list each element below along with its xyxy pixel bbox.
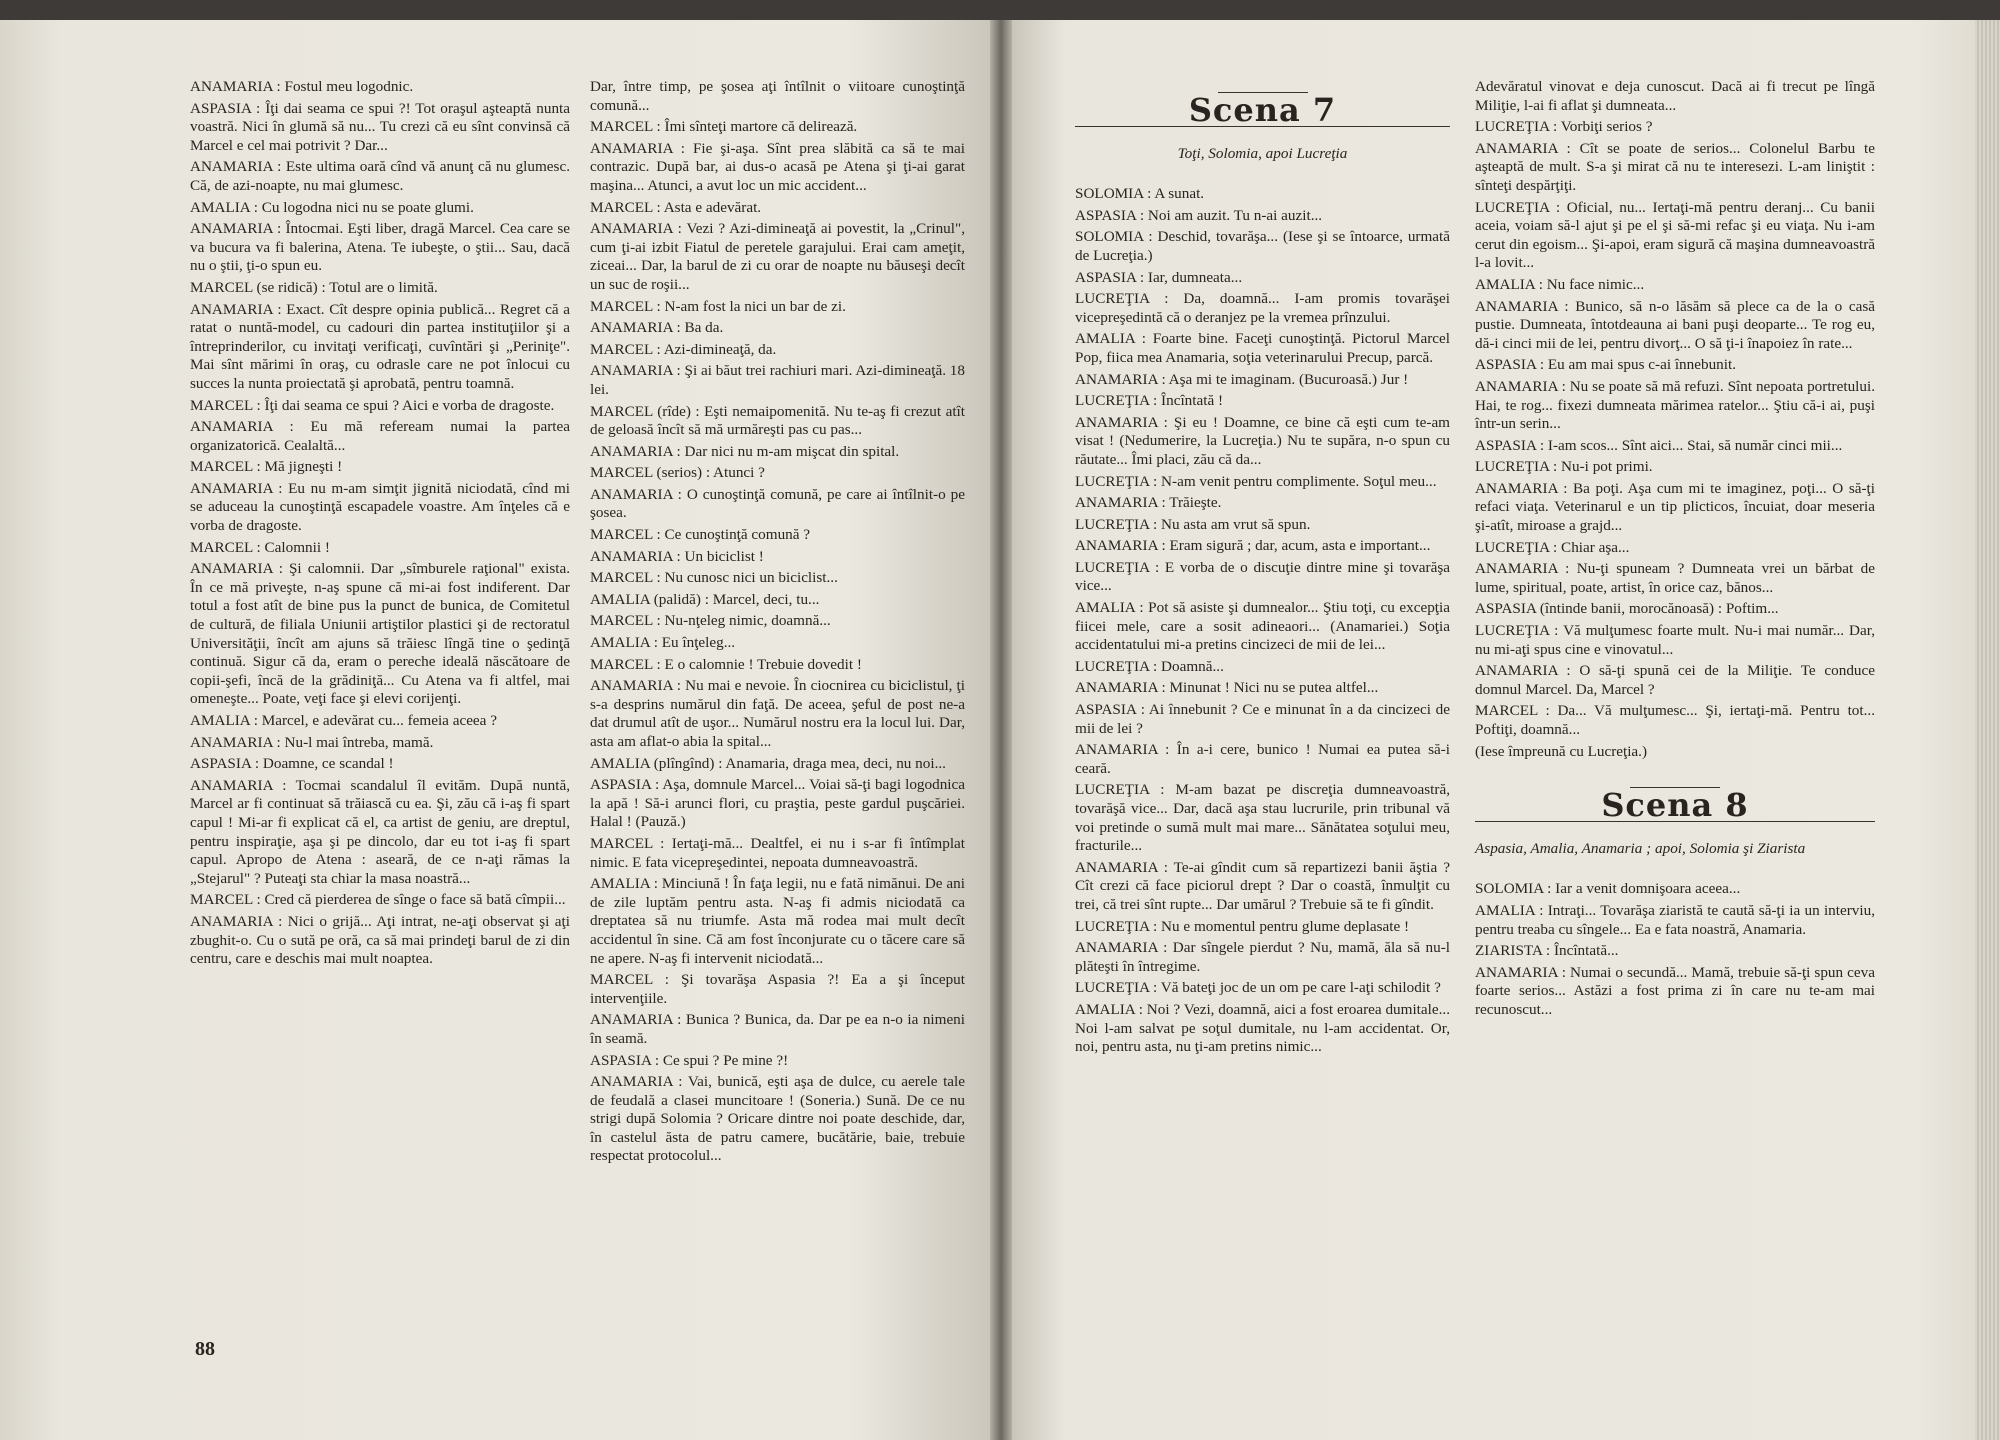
dialogue-line: Dar, între timp, pe şosea aţi întîlnit o viitoare cunoştinţă comună... <box>590 78 965 114</box>
dialogue-line: ANAMARIA : Întocmai. Eşti liber, dragă Marcel. Cea care se va bucura va fi balerina, Atena. Te iubeşte, o ştii... Sau, dacă nu o ştii, ţi-o spun eu. <box>190 220 570 275</box>
dialogue-line: AMALIA (plîngînd) : Anamaria, draga mea, deci, nu noi... <box>590 754 946 772</box>
dialogue-line: MARCEL : Azi-dimineaţă, da. <box>590 340 777 358</box>
dialogue-line: ANAMARIA : Fie şi-aşa. Sînt prea slăbită ca să te mai contrazic. După bar, ai dus-o acasă pe Atena şi ţi-ai garat maşina... Atunci, a avut loc un mic accident... <box>590 139 965 194</box>
dialogue-line: AMALIA : Intraţi... Tovarăşa ziaristă te caută să-ţi ia un interviu, pentru treaba cu sîngele... Ea e fata noastră, Anamaria. <box>1475 901 1875 938</box>
dialogue-line: AMALIA : Marcel, e adevărat cu... femeia aceea ? <box>190 712 497 729</box>
dialogue-line: LUCREŢIA : Nu asta am vrut să spun. <box>1075 515 1311 533</box>
dialogue-line: ANAMARIA : Eram sigură ; dar, acum, asta e important... <box>1075 537 1431 555</box>
dialogue-line: ANAMARIA : Un biciclist ! <box>590 547 764 565</box>
right-column-2 <box>1475 78 1875 1023</box>
dialogue-line: MARCEL : Nu-nţeleg nimic, doamnă... <box>590 612 831 630</box>
dialogue-line: ANAMARIA : Eu nu m-am simţit jignită niciodată, cînd mi se aduceau la cunoştinţă escapadele voastre. Am înţeles că e vorba de dragoste. <box>190 479 570 535</box>
dialogue-line: SOLOMIA : A sunat. <box>1075 185 1205 203</box>
dialogue-line: ANAMARIA : Trăieşte. <box>1075 494 1222 512</box>
dialogue-line: AMALIA : Noi ? Vezi, doamnă, aici a fost eroarea dumitale... Noi l-am salvat pe soţul dumitale, nu l-am accidentat. Or, noi, pentru asta, nu ţi-am pretins nimic... <box>1075 1000 1450 1056</box>
dialogue-line: MARCEL : Mă jigneşti ! <box>190 458 343 476</box>
dialogue-line: AMALIA : Foarte bine. Faceţi cunoştinţă. Pictorul Marcel Pop, fiica mea Anamaria, soţia veterinarului Precup, parcă. <box>1075 330 1450 366</box>
dialogue-line: ASPASIA : Îţi dai seama ce spui ?! Tot oraşul aşteaptă nunta voastră. Nici în glumă să nu... Tu crezi că eu sînt convinsă că Marcel e cel mai potrivit ? Dar... <box>190 99 570 154</box>
scene-8-dialogue <box>1475 880 1875 1019</box>
dialogue-line: ANAMARIA : Exact. Cît despre opinia publică... Regret că a ratat o nuntă-model, cu cadouri din partea instituţiilor şi a întreprinderilor, cu invitaţi verificaţi, cuvîntări şi „Periniţe". Mai sînt mărimi în oraş, cu odrasle care ne pot înlocui cu succes la nunta proiectată şi aprobată, pentru toamnă. <box>190 300 570 392</box>
dialogue-line: ASPASIA : Noi am auzit. Tu n-ai auzit... <box>1075 206 1323 224</box>
dialogue-line: LUCREŢIA : Încîntată ! <box>1075 392 1224 410</box>
dialogue-line: MARCEL : Şi tovarăşa Aspasia ?! Ea a şi început intervenţiile. <box>590 971 965 1007</box>
dialogue-line: ASPASIA : Ce spui ? Pe mine ?! <box>590 1051 789 1069</box>
dialogue-line: SOLOMIA : Iar a venit domnişoara aceea... <box>1475 880 1741 898</box>
dialogue-line: MARCEL : Iertaţi-mă... Dealtfel, ei nu i s-ar fi întîmplat nimic. E fata vicepreşedintei, nepoata dumneavoastră. <box>590 834 965 871</box>
dialogue-line: AMALIA : Minciună ! În faţa legii, nu e fată nimănui. De ani de zile luptăm pentru asta. N-aş fi admis niciodată ca dreptatea să nu triumfe. Asta mă rodea mai mult decît accidentul în sine. Că am fost înconjurate cu o tăcere care să ne apere. N-aş fi intervenit niciodată... <box>590 875 965 967</box>
dialogue-line: MARCEL : Îţi dai seama ce spui ? Aici e vorba de dragoste. <box>190 396 555 414</box>
dialogue-line: LUCREŢIA : Nu e momentul pentru glume deplasate ! <box>1075 917 1410 935</box>
dialogue-line: AMALIA : Eu înţeleg... <box>590 634 736 652</box>
scene-7-cast: Toţi, Solomia, apoi Lucreţia <box>1177 144 1348 162</box>
dialogue-line: ANAMARIA : Este ultima oară cînd vă anunţ că nu glumesc. Că, de azi-noapte, nu mai glumesc. <box>190 158 570 194</box>
dialogue-line: MARCEL : Îmi sînteţi martore că delirează. <box>590 118 858 136</box>
dialogue-line: (Iese împreună cu Lucreţia.) <box>1475 742 1648 760</box>
dialogue-line: ASPASIA : Aşa, domnule Marcel... Voiai să-ţi bagi logodnica la apă ! Să-i arunci flori, cu praştia, peste gardul puşcăriei. Halal ! (Pauză.) <box>590 776 965 831</box>
dialogue-line: ANAMARIA : Ba poţi. Aşa cum mi te imaginez, poţi... O să-ţi refaci viaţa. Veterinarul e un tip plicticos, încuiat, doar meseria şi-atît, miroase a grajd... <box>1475 479 1875 535</box>
scene-8-title: Scena 8 <box>1601 786 1749 825</box>
dialogue-line: AMALIA (palidă) : Marcel, deci, tu... <box>590 590 820 608</box>
dialogue-line: Adevăratul vinovat e deja cunoscut. Dacă ai fi trecut pe lîngă Miliţie, l-ai fi aflat şi dumneata... <box>1475 78 1875 114</box>
dialogue-line: ANAMARIA : Nu-l mai întreba, mamă. <box>190 733 434 751</box>
dialogue-line: ANAMARIA : Numai o secundă... Mamă, trebuie să-ţi spun ceva foarte serios... Astăzi a fost prima zi în care nu te-am mai recunoscut... <box>1475 963 1875 1018</box>
dialogue-line: ANAMARIA : Dar sîngele pierdut ? Nu, mamă, ăla să nu-l plăteşti în întregime. <box>1075 939 1450 975</box>
dialogue-line: AMALIA : Pot să asiste şi dumnealor... Ştiu toţi, cu excepţia fiicei mele, care a sosit adineaori... (Anamariei.) Soţia accidentatului mi-a pretins cincizeci de mii de lei... <box>1075 599 1450 654</box>
dialogue-line: LUCREŢIA : Nu-i pot primi. <box>1475 458 1653 476</box>
dialogue-line: ANAMARIA : Minunat ! Nici nu se putea altfel... <box>1075 679 1379 697</box>
scene-7-dialogue-cont <box>1475 78 1875 761</box>
dialogue-line: ANAMARIA : Nu mai e nevoie. În ciocnirea cu biciclistul, ţi s-a desprins numărul din faţă. De aceea, şeful de post ne-a dat drumul atît de uşor... Numărul nostru era la locul lui. Dar, asta am aflat-o abia la spital... <box>590 677 965 750</box>
dialogue-line: MARCEL : Nu cunosc nici un biciclist... <box>590 569 838 587</box>
dialogue-line: ASPASIA : Eu am mai spus c-ai înnebunit. <box>1475 356 1736 374</box>
scene-7-dialogue <box>1075 185 1450 1057</box>
left-column-2 <box>590 78 965 1169</box>
dialogue-line: ANAMARIA : Nici o grijă... Aţi intrat, ne-aţi observat şi aţi zbughit-o. Cu o sută pe oră, ca să mai prindeţi barul de zi din centru, care e deschis mai mult noaptea. <box>190 912 570 968</box>
dialogue-line: ANAMARIA : În a-i cere, bunico ! Numai ea putea să-i ceară. <box>1075 741 1450 777</box>
dialogue-line: ANAMARIA : Bunica ? Bunica, da. Dar pe ea n-o ia nimeni în seamă. <box>590 1011 965 1047</box>
dialogue-line: ZIARISTA : Încîntată... <box>1475 942 1619 960</box>
dialogue-line: AMALIA : Nu face nimic... <box>1475 275 1645 293</box>
dialogue-line: ANAMARIA : O să-ţi spună cei de la Miliţie. Te conduce domnul Marcel. Da, Marcel ? <box>1475 662 1875 698</box>
dialogue-line: ANAMARIA : Şi eu ! Doamne, ce bine că eşti cum te-am visat ! (Nedumerire, la Lucreţia.) Nu te supăra, n-o spun cu răutate... Îmi placi, zău că da... <box>1075 413 1450 468</box>
dialogue-line: MARCEL : Calomnii ! <box>190 538 330 556</box>
dialogue-line: MARCEL : Ce cunoştinţă comună ? <box>590 526 811 544</box>
dialogue-line: ANAMARIA : Şi ai băut trei rachiuri mari. Azi-dimineaţă. 18 lei. <box>590 362 965 398</box>
dialogue-line: ANAMARIA : Te-ai gîndit cum să repartizezi banii ăştia ? Cît crezi că face piciorul drept ? Dar o coastă, înmulţit cu trei, că trei sînt rupte... Dar umărul ? Trebuie să te fi gîndit. <box>1075 858 1450 913</box>
page-edges <box>1975 20 2000 1440</box>
dialogue-line: ANAMARIA : Nu-ţi spuneam ? Dumneata vrei un bărbat de lume, spiritual, poate, artist, în orice caz, bănos... <box>1475 560 1875 596</box>
dialogue-line: ANAMARIA : Vai, bunică, eşti aşa de dulce, cu aerele tale de feudală a clasei muncitoare ! (Soneria.) Sună. De ce nu strigi după Solomia ? Oricare dintre noi poate deschide, dar, în castelul ăsta de patru camere, bucătărie, baie, trebuie respectat protocolul... <box>590 1073 965 1165</box>
dialogue-line: MARCEL : Asta e adevărat. <box>590 198 762 216</box>
dialogue-line: ANAMARIA : Nu se poate să mă refuzi. Sînt nepoata portretului. Hai, te rog... fixezi dumneata mărimea ratelor... Ştiu că-i ai, puşi într-un serin... <box>1475 377 1875 433</box>
dialogue-line: ASPASIA : Iar, dumneata... <box>1075 268 1243 286</box>
dialogue-line: MARCEL : N-am fost la nici un bar de zi. <box>590 297 846 315</box>
dialogue-line: MARCEL : Da... Vă mulţumesc... Şi, iertaţi-mă. Pentru tot... Poftiţi, doamnă... <box>1475 702 1875 738</box>
dialogue-line: LUCREŢIA : Vă mulţumesc foarte mult. Nu-i mai număr... Dar, nu mi-aţi spus cine e vinovatul... <box>1475 622 1875 658</box>
dialogue-line: ANAMARIA : Aşa mi te imaginam. (Bucuroasă.) Jur ! <box>1075 370 1409 388</box>
scene-8-cast: Aspasia, Amalia, Anamaria ; apoi, Solomia şi Ziarista <box>1475 839 1806 857</box>
dialogue-line: ANAMARIA : Şi calomnii. Dar „sîmburele raţional" exista. În ce mă priveşte, n-aş spune că mi-ai fost indiferent. Dar totul a fost atît de bine pus la punct de bunica, de Comitetul de cultură, de filiala Uniunii artiştilor plastici şi de rectoratul Universităţii, încît am ajuns să trăiesc lîngă tine o şedinţă continuă. Sigur că da, eram o pereche ideală născătoare de copii-şefi, încă de la grădiniţă... Cu Atena va fi altfel, mai omeneşte... Poate, veţi face şi elevi corijenţi. <box>190 560 570 708</box>
dialogue-line: LUCREŢIA : N-am venit pentru complimente. Soţul meu... <box>1075 472 1437 490</box>
dialogue-line: LUCREŢIA : Da, doamnă... I-am promis tovarăşei vicepreşedintă că o deranjez pe la vremea prînzului. <box>1075 290 1450 326</box>
dialogue-line: LUCREŢIA : Doamnă... <box>1075 657 1224 675</box>
dialogue-line: MARCEL : E o calomnie ! Trebuie dovedit ! <box>590 655 862 673</box>
dialogue-line: MARCEL : Cred că pierderea de sînge o face să bată cîmpii... <box>190 891 566 909</box>
page-number: 88 <box>195 1338 215 1360</box>
dialogue-line: MARCEL (se ridică) : Totul are o limită. <box>190 278 438 296</box>
dialogue-line: LUCREŢIA : Vorbiţi serios ? <box>1475 118 1653 136</box>
dialogue-line: ASPASIA : Ai înnebunit ? Ce e minunat în a da cincizeci de mii de lei ? <box>1075 701 1450 737</box>
dialogue-line: MARCEL (serios) : Atunci ? <box>590 464 765 482</box>
dialogue-line: ASPASIA (întinde banii, morocănoasă) : Poftim... <box>1475 600 1779 618</box>
dialogue-line: ANAMARIA : Bunico, să n-o lăsăm să plece ca de la o casă pustie. Dumneata, întotdeauna ai bani puşi deoparte... Te rog eu, dă-i cinci mii de lei, pentru divorţ... O să ţi-i înapoiez în rate... <box>1475 297 1875 352</box>
dialogue-line: AMALIA : Cu logodna nici nu se poate glumi. <box>190 198 474 216</box>
dialogue-line: LUCREŢIA : Oficial, nu... Iertaţi-mă pentru deranj... Cu banii aceia, voiam să-l ajut şi pe el şi să-mi refac şi eu viaţa. Nu i-am cerut din egoism... Şi-apoi, eram sigură că maşina dumneavoastră l-a lovit... <box>1475 198 1875 272</box>
dialogue-line: ANAMARIA : Vezi ? Azi-dimineaţă ai povestit, la „Crinul", cum ţi-ai izbit Fiatul de peretele garajului. Erai cam ameţit, ziceai... Dar, la barul de zi cu orar de noapte nu băuseşi decît un suc de roşii... <box>590 220 965 293</box>
dialogue-line: LUCREŢIA : Chiar aşa... <box>1475 538 1630 556</box>
dialogue-line: ANAMARIA : Fostul meu logodnic. <box>190 78 414 95</box>
dialogue-line: ANAMARIA : Cît se poate de serios... Colonelul Barbu te aşteaptă de mult. S-a şi mirat că nu te interesezi. L-am liniştit : sînteţi despărţiţi. <box>1475 139 1875 194</box>
dialogue-line: ANAMARIA : Eu mă refeream numai la partea organizatorică. Cealaltă... <box>190 418 570 454</box>
dialogue-line: SOLOMIA : Deschid, tovarăşa... (Iese şi se întoarce, urmată de Lucreţia.) <box>1075 228 1450 264</box>
right-column-1 <box>1075 78 1450 1060</box>
dialogue-line: ASPASIA : Doamne, ce scandal ! <box>190 755 394 773</box>
dialogue-line: LUCREŢIA : Vă bateţi joc de un om pe care l-aţi schilodit ? <box>1075 979 1441 997</box>
dialogue-line: LUCREŢIA : M-am bazat pe discreţia dumneavoastră, tovarăşă vice... Dar, dacă aşa stau lucrurile, prin tribunal vă voi pretinde o sumă mult mai mare... Sănătatea soţului meu, fracturile... <box>1075 781 1450 855</box>
scene-7-title: Scena 7 <box>1188 91 1337 129</box>
dialogue-line: ASPASIA : I-am scos... Sînt aici... Stai, să număr cinci mii... <box>1475 436 1843 454</box>
dialogue-line: ANAMARIA : O cunoştinţă comună, pe care ai întîlnit-o pe şosea. <box>590 485 965 522</box>
dialogue-line: LUCREŢIA : E vorba de o discuţie dintre mine şi tovarăşa vice... <box>1075 558 1450 595</box>
dialogue-line: MARCEL (rîde) : Eşti nemaipomenită. Nu te-aş fi crezut atît de geloasă încît să mă urmăreşti pas cu pas... <box>590 402 965 439</box>
dialogue-line: ANAMARIA : Dar nici nu m-am mişcat din spital. <box>590 442 900 460</box>
dialogue-line: ANAMARIA : Ba da. <box>590 319 724 337</box>
dialogue-line: ANAMARIA : Tocmai scandalul îl evităm. După nuntă, Marcel ar fi continuat să trăiască cu ea. Şi, zău că i-aş fi spart capul ! Mi-ar fi explicat că el, ca artist de geniu, are dreptul, pentru inspiraţie, aşa şi pe dincolo, dar eu tot i-aş fi spart capul. Apropo de Atena : aseară, de ce n-aţi rămas la „Stejarul" ? Puteaţi sta chiar la masa noastră... <box>190 776 570 887</box>
book-gutter <box>990 20 1012 1440</box>
left-column-1 <box>190 78 570 972</box>
